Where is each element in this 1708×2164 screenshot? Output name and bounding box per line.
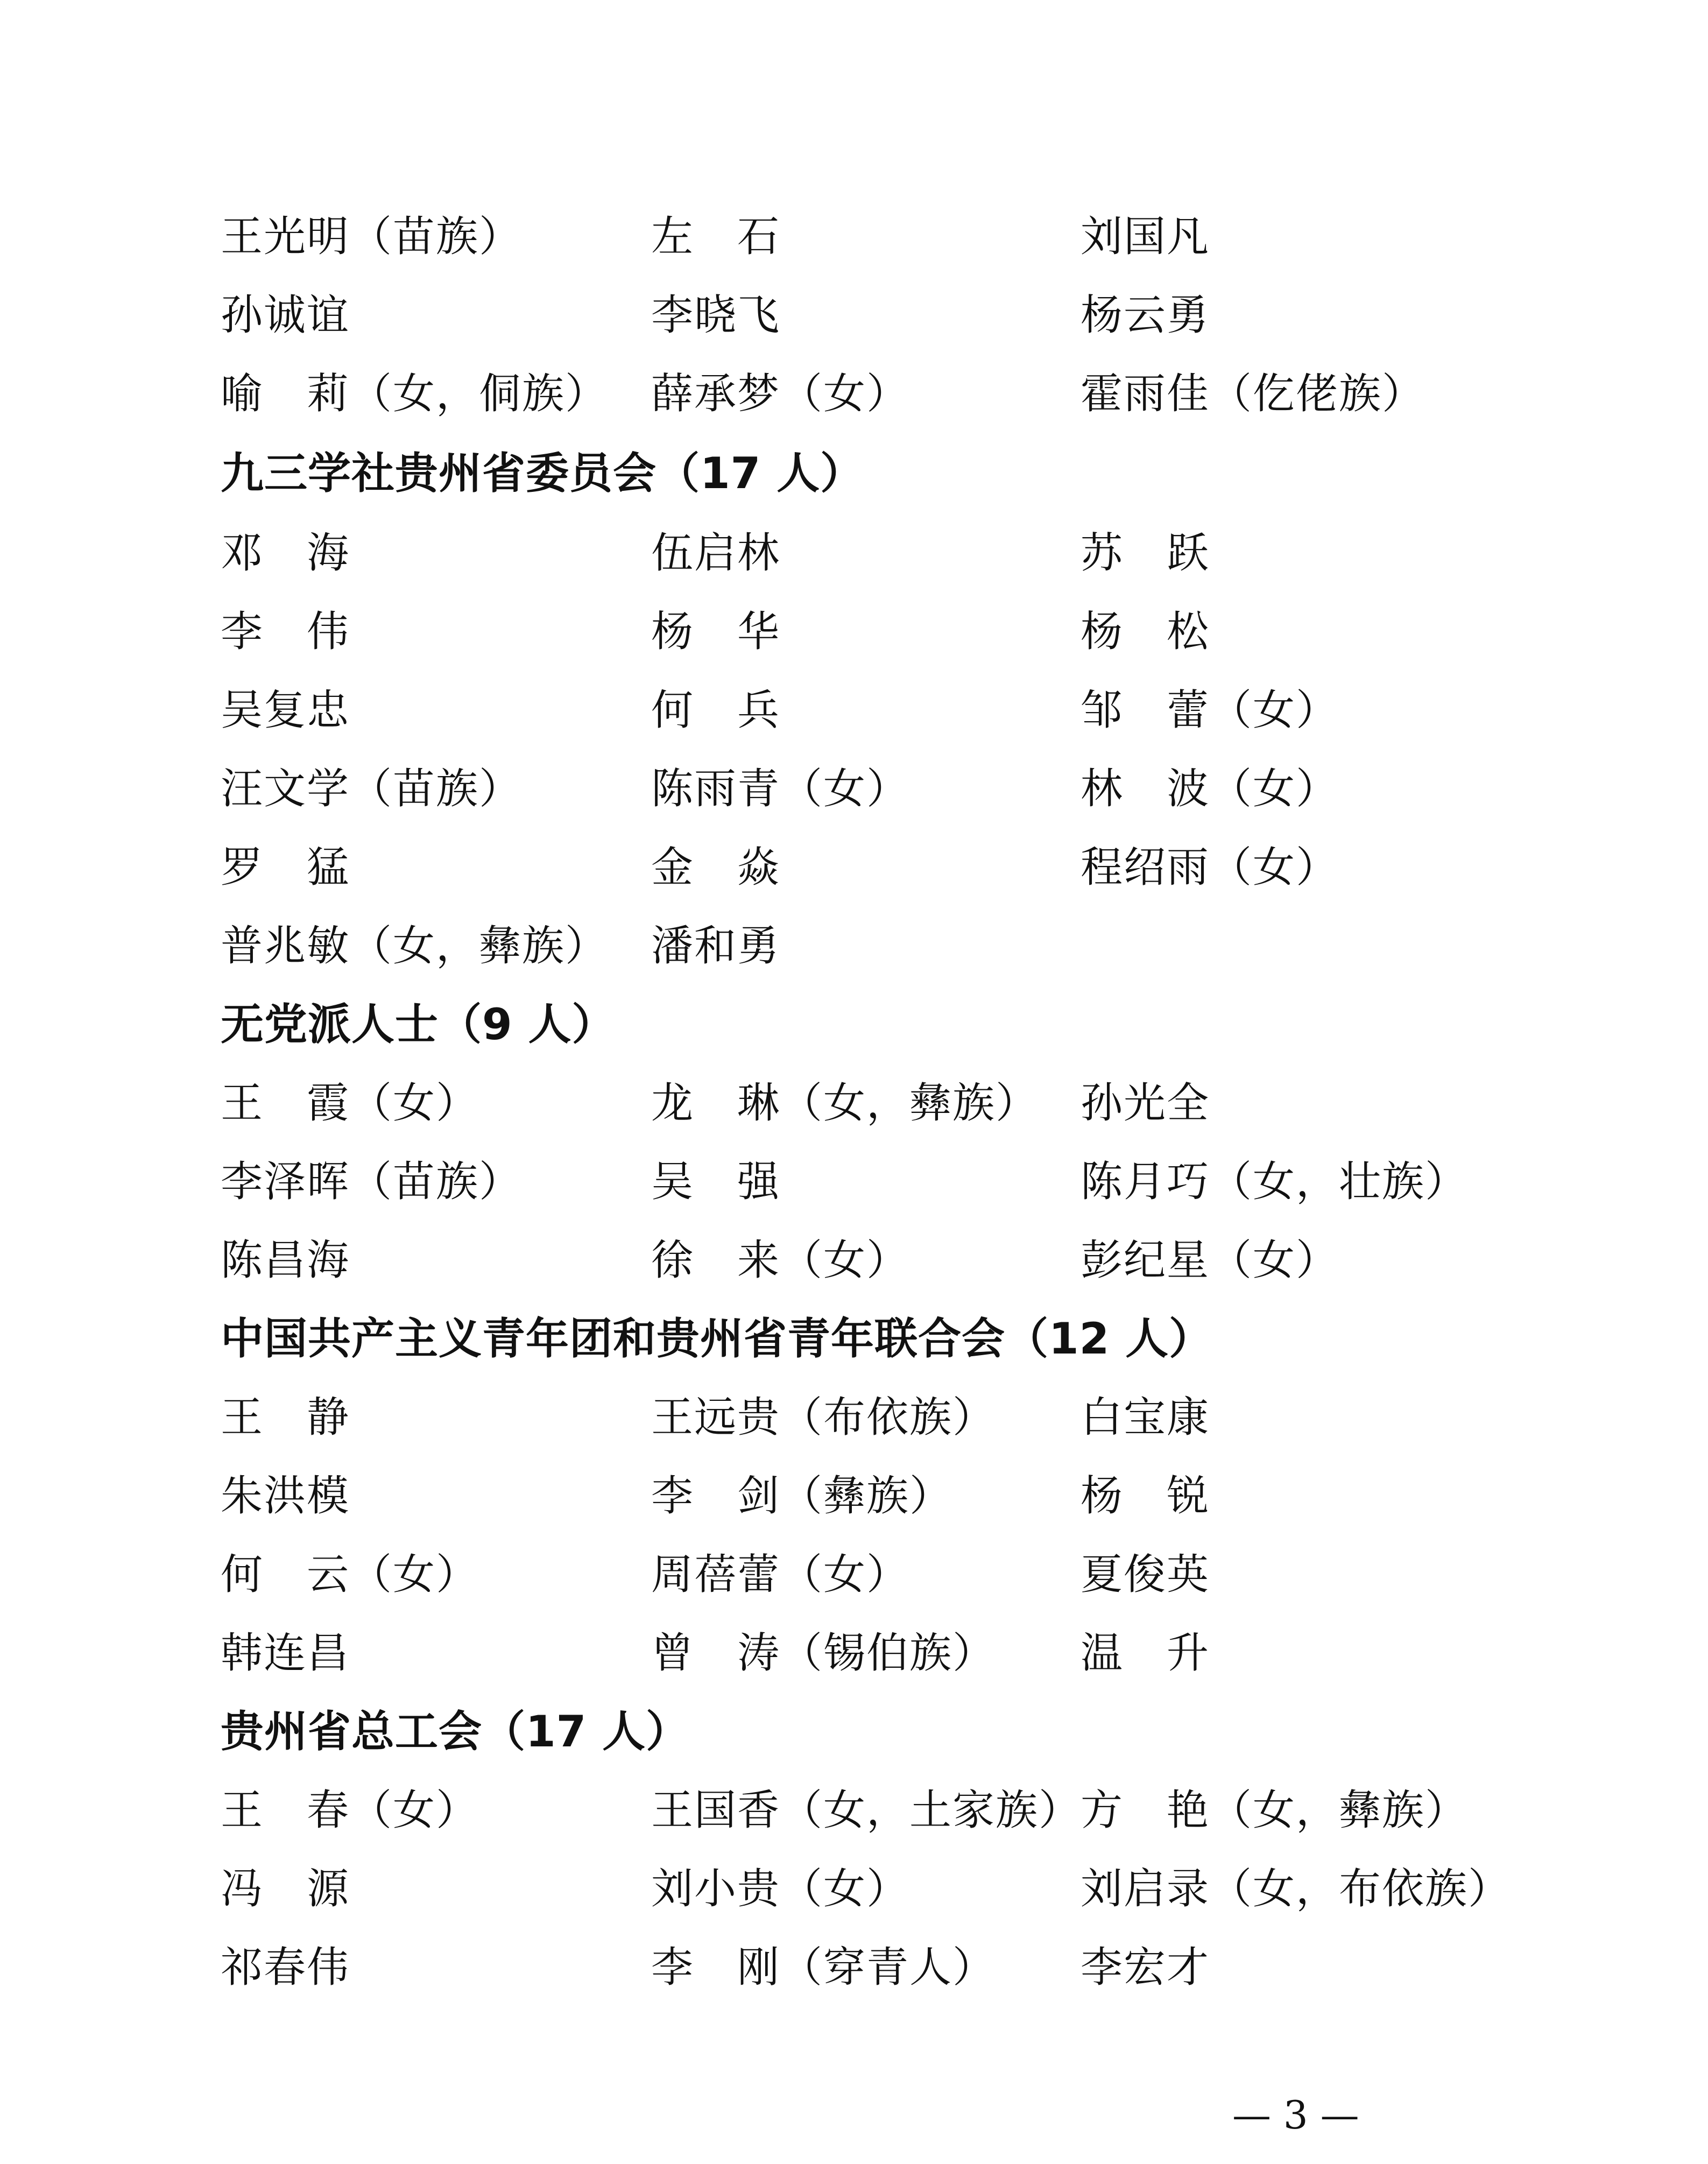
section-heading: 九三学社贵州省委员会（17 人） <box>221 448 864 498</box>
member-name: 周蓓蕾（女） <box>651 1550 910 1599</box>
name-row <box>0 1228 1708 1293</box>
member-name: 金 焱 <box>651 843 781 892</box>
name-row <box>0 1385 1708 1450</box>
member-name: 白宝康 <box>1081 1393 1210 1442</box>
member-name: 霍雨佳（仡佬族） <box>1081 370 1425 418</box>
member-name: 李 伟 <box>221 608 350 656</box>
member-name: 李 刚（穿青人） <box>651 1943 996 1992</box>
section-heading: 中国共产主义青年团和贵州省青年联合会（12 人） <box>221 1314 1213 1364</box>
name-row <box>0 1542 1708 1607</box>
name-row <box>0 678 1708 743</box>
section-heading: 无党派人士（9 人） <box>221 999 616 1049</box>
member-name: 陈月巧（女，壮族） <box>1081 1158 1469 1206</box>
name-row <box>0 835 1708 900</box>
member-name: 杨 锐 <box>1081 1472 1210 1520</box>
member-name: 李宏才 <box>1081 1943 1210 1992</box>
member-name: 孙诚谊 <box>221 291 350 340</box>
member-name: 李晓飞 <box>651 291 781 340</box>
name-row <box>0 1071 1708 1136</box>
name-row <box>0 521 1708 586</box>
member-name: 汪文学（苗族） <box>221 765 523 813</box>
name-row <box>0 1464 1708 1528</box>
member-name: 吴 强 <box>651 1158 781 1206</box>
member-name: 何 兵 <box>651 686 781 735</box>
member-name: 王 霞（女） <box>221 1079 479 1127</box>
member-name: 左 石 <box>651 213 781 261</box>
member-name: 龙 琳（女，彝族） <box>651 1079 1039 1127</box>
member-name: 刘小贵（女） <box>651 1865 910 1913</box>
name-row <box>0 600 1708 664</box>
member-name: 罗 猛 <box>221 843 350 892</box>
member-name: 程绍雨（女） <box>1081 843 1339 892</box>
name-row <box>0 1150 1708 1214</box>
member-name: 李泽晖（苗族） <box>221 1158 523 1206</box>
member-name: 邹 蕾（女） <box>1081 686 1339 735</box>
name-row <box>0 1778 1708 1843</box>
member-name: 邓 海 <box>221 529 350 577</box>
member-name: 朱洪模 <box>221 1472 350 1520</box>
member-name: 王 静 <box>221 1393 350 1442</box>
member-name: 林 波（女） <box>1081 765 1339 813</box>
member-name: 刘启录（女，布依族） <box>1081 1865 1512 1913</box>
member-name: 刘国凡 <box>1081 213 1210 261</box>
member-name: 方 艳（女，彝族） <box>1081 1786 1469 1835</box>
member-name: 普兆敏（女，彝族） <box>221 922 609 970</box>
member-name: 孙光全 <box>1081 1079 1210 1127</box>
member-name: 曾 涛（锡伯族） <box>651 1629 996 1677</box>
member-name: 温 升 <box>1081 1629 1210 1677</box>
member-name: 韩连昌 <box>221 1629 350 1677</box>
name-row <box>0 1935 1708 2000</box>
name-row <box>0 1621 1708 1686</box>
member-name: 王国香（女，土家族） <box>651 1786 1082 1835</box>
member-name: 喻 莉（女，侗族） <box>221 370 609 418</box>
member-name: 何 云（女） <box>221 1550 479 1599</box>
member-name: 李 剑（彝族） <box>651 1472 953 1520</box>
section-heading: 贵州省总工会（17 人） <box>221 1707 690 1757</box>
member-name: 陈雨青（女） <box>651 765 910 813</box>
member-name: 潘和勇 <box>651 922 781 970</box>
member-name: 祁春伟 <box>221 1943 350 1992</box>
name-row <box>0 914 1708 978</box>
page-number: — 3 — <box>1232 2092 1359 2138</box>
member-name: 杨云勇 <box>1081 291 1210 340</box>
name-row <box>0 283 1708 348</box>
member-name: 伍启林 <box>651 529 781 577</box>
member-name: 徐 来（女） <box>651 1236 910 1285</box>
member-name: 夏俊英 <box>1081 1550 1210 1599</box>
name-row <box>0 205 1708 269</box>
member-name: 冯 源 <box>221 1865 350 1913</box>
member-name: 王光明（苗族） <box>221 213 523 261</box>
member-name: 苏 跃 <box>1081 529 1210 577</box>
name-row <box>0 1857 1708 1921</box>
member-name: 彭纪星（女） <box>1081 1236 1339 1285</box>
member-name: 王远贵（布依族） <box>651 1393 996 1442</box>
name-row <box>0 757 1708 821</box>
member-name: 杨 松 <box>1081 608 1210 656</box>
member-name: 王 春（女） <box>221 1786 479 1835</box>
member-name: 薛承梦（女） <box>651 370 910 418</box>
member-name: 杨 华 <box>651 608 781 656</box>
name-row <box>0 362 1708 426</box>
member-name: 吴复忠 <box>221 686 350 735</box>
member-name: 陈昌海 <box>221 1236 350 1285</box>
